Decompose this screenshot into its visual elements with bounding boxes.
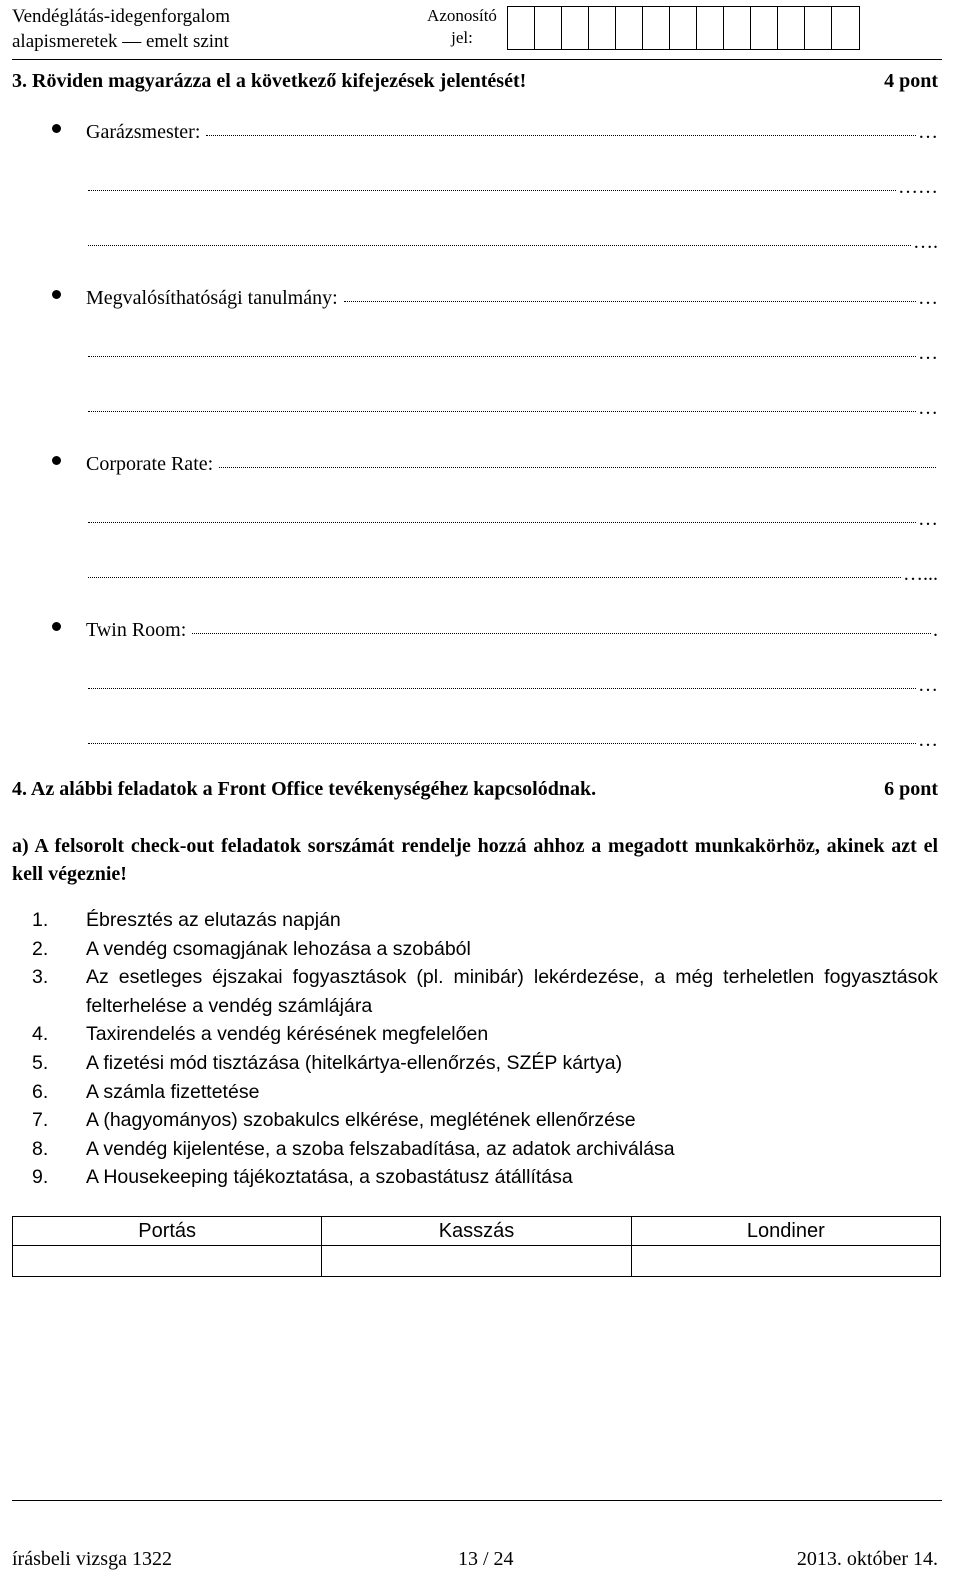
answer-line[interactable] — [206, 117, 916, 136]
answer-line-end: …. — [913, 231, 938, 253]
id-label-line-2: jel: — [451, 28, 473, 47]
subject-line-1: Vendéglátás-idegenforgalom — [12, 6, 231, 27]
task-text: A (hagyományos) szobakulcs elkérése, meglétének ellenőrzése — [86, 1109, 636, 1132]
footer-date: 2013. október 14. — [796, 1548, 938, 1570]
id-box[interactable] — [670, 7, 697, 49]
id-box[interactable] — [562, 7, 589, 49]
id-box[interactable] — [724, 7, 751, 49]
id-box[interactable] — [535, 7, 562, 49]
term-item — [52, 284, 938, 312]
q4-part-a-instructions: a) A felsorolt check-out feladatok sorszámát rendelje hozzá ahhoz a megadott munkakörhöz, akinek azt el kell végeznie! — [12, 835, 938, 885]
footer-page-number: 13 / 24 — [458, 1548, 514, 1570]
task-text: A vendég kijelentése, a szoba felszabadítása, az adatok archiválása — [86, 1137, 675, 1160]
task-text: Taxirendelés a vendég kérésének megfelelően — [86, 1023, 489, 1046]
task-item — [32, 1106, 938, 1135]
role-answer-portas[interactable] — [13, 1246, 322, 1277]
answer-continuation-line[interactable] — [88, 671, 938, 699]
role-header-londiner: Londiner — [631, 1217, 940, 1246]
task-item — [32, 906, 938, 935]
task-text: A fizetési mód tisztázása (hitelkártya-ellenőrzés, SZÉP kártya) — [86, 1051, 623, 1074]
footer-exam-code: írásbeli vizsga 1322 — [12, 1548, 172, 1570]
task-item — [32, 1049, 938, 1078]
task-number: 4. — [32, 1023, 49, 1046]
task-text: A vendég csomagjának lehozása a szobából — [86, 937, 471, 960]
id-box[interactable] — [751, 7, 778, 49]
answer-line-end: …... — [903, 563, 938, 585]
role-answer-londiner[interactable] — [631, 1246, 940, 1277]
id-box[interactable] — [508, 7, 535, 49]
task-number: 9. — [32, 1166, 49, 1189]
task-item — [32, 1020, 938, 1049]
term-item — [52, 118, 938, 146]
task-item — [32, 1135, 938, 1164]
bullet-icon — [52, 124, 61, 133]
answer-line[interactable] — [88, 227, 911, 246]
task-text: Az esetleges éjszakai fogyasztások (pl. minibár) lekérdezése, a még terheletlen fogyasztások felterhelése a vendég számlájára — [86, 966, 938, 1017]
task-text: A számla fizettetése — [86, 1080, 260, 1103]
task-item — [32, 935, 938, 964]
answer-line[interactable] — [192, 615, 931, 634]
id-box[interactable] — [697, 7, 724, 49]
term-label: Garázsmester: — [86, 121, 201, 143]
answer-line-end: … — [918, 287, 938, 309]
footer-divider — [12, 1500, 942, 1501]
id-box[interactable] — [805, 7, 832, 49]
answer-line-end: … — [918, 342, 938, 364]
task-number: 7. — [32, 1109, 49, 1132]
task-number: 8. — [32, 1137, 49, 1160]
answer-continuation-line[interactable] — [88, 560, 938, 588]
task-item — [32, 1078, 938, 1107]
id-box[interactable] — [778, 7, 805, 49]
term-item — [52, 450, 938, 478]
role-answer-kasszas[interactable] — [322, 1246, 631, 1277]
id-box[interactable] — [589, 7, 616, 49]
answer-continuation-line[interactable] — [88, 228, 938, 256]
answer-line[interactable] — [88, 393, 916, 412]
header-divider — [12, 59, 942, 60]
term-label: Twin Room: — [86, 619, 187, 641]
answer-line[interactable] — [344, 283, 916, 302]
id-box[interactable] — [832, 7, 859, 49]
role-header-kasszas: Kasszás — [322, 1217, 631, 1246]
answer-continuation-line[interactable] — [88, 173, 938, 201]
answer-line[interactable] — [88, 172, 896, 191]
term-label: Megvalósíthatósági tanulmány: — [86, 287, 338, 309]
id-box[interactable] — [616, 7, 643, 49]
task-list — [32, 906, 938, 1192]
q3-points: 4 pont — [884, 70, 938, 92]
id-label — [420, 5, 504, 49]
bullet-icon — [52, 290, 61, 299]
answer-line[interactable] — [88, 338, 916, 357]
answer-line-end: …… — [898, 176, 938, 198]
answer-continuation-line[interactable] — [88, 339, 938, 367]
role-header-portas: Portás — [13, 1217, 322, 1246]
exam-subject — [12, 4, 230, 54]
q4-points: 6 pont — [884, 778, 938, 800]
task-item — [32, 963, 938, 1020]
task-number: 3. — [32, 966, 49, 989]
bullet-icon — [52, 456, 61, 465]
id-box[interactable] — [643, 7, 670, 49]
task-number: 5. — [32, 1051, 49, 1074]
answer-continuation-line[interactable] — [88, 726, 938, 754]
answer-line-end: … — [918, 674, 938, 696]
answer-line[interactable] — [88, 725, 916, 744]
q3-title: 3. Röviden magyarázza el a következő kifejezések jelentését! — [12, 70, 527, 92]
role-assignment-table — [12, 1216, 941, 1277]
q4-title: 4. Az alábbi feladatok a Front Office tevékenységéhez kapcsolódnak. — [12, 778, 597, 800]
bullet-icon — [52, 622, 61, 631]
answer-line-end: … — [918, 508, 938, 530]
task-text: Ébresztés az elutazás napján — [86, 909, 341, 931]
answer-line-end: … — [918, 121, 938, 143]
task-number: 1. — [32, 909, 49, 931]
answer-line[interactable] — [88, 559, 901, 578]
answer-line[interactable] — [88, 670, 916, 689]
task-text: A Housekeeping tájékoztatása, a szobastátusz átállítása — [86, 1166, 573, 1189]
term-item — [52, 616, 938, 644]
task-item — [32, 1163, 938, 1192]
subject-line-2: alapismeretek — emelt szint — [12, 31, 229, 52]
answer-line[interactable] — [219, 449, 936, 468]
id-boxes[interactable] — [507, 6, 860, 50]
answer-line-end: … — [918, 397, 938, 419]
answer-line-end: … — [918, 729, 938, 751]
answer-continuation-line[interactable] — [88, 505, 938, 533]
id-label-line-1: Azonosító — [427, 6, 497, 25]
term-label: Corporate Rate: — [86, 453, 214, 475]
answer-line-end: . — [933, 619, 938, 641]
task-number: 2. — [32, 937, 49, 960]
answer-continuation-line[interactable] — [88, 394, 938, 422]
answer-line[interactable] — [88, 504, 916, 523]
task-number: 6. — [32, 1080, 49, 1103]
